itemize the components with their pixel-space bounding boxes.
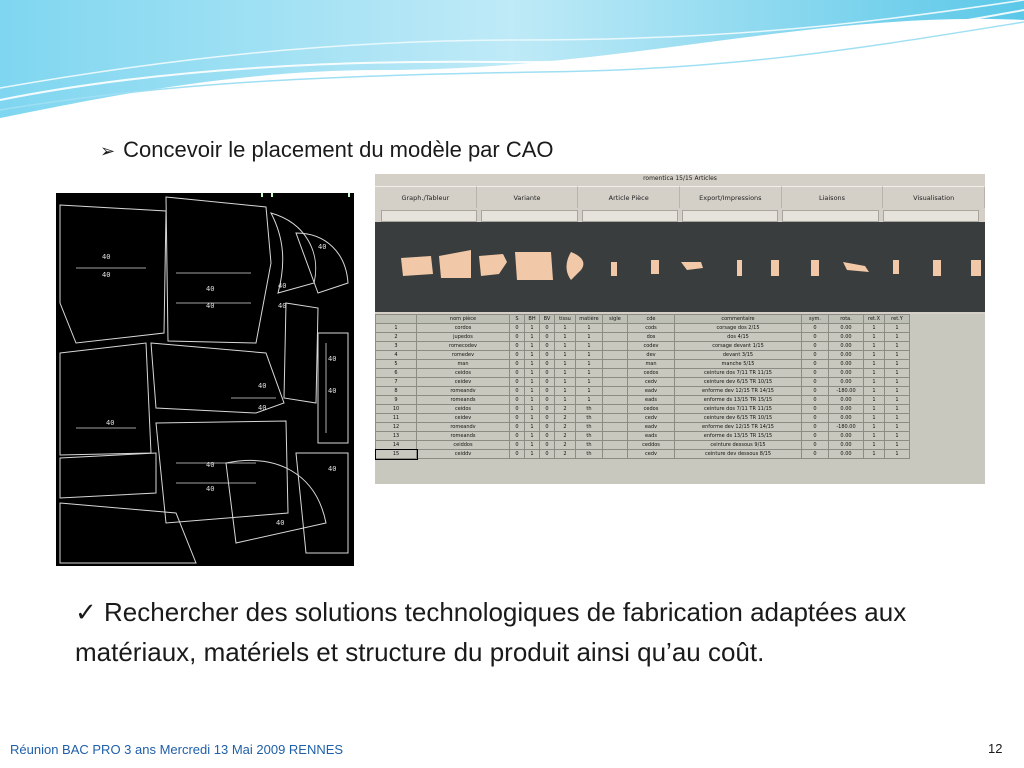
table-row[interactable] xyxy=(376,360,910,369)
table-cell: 1 xyxy=(864,423,885,432)
table-cell: 0 xyxy=(510,450,525,459)
bullet-title-text: Concevoir le placement du modèle par CAO xyxy=(123,137,554,162)
table-cell: 1 xyxy=(555,324,576,333)
table-cell: cordos xyxy=(417,324,510,333)
table-cell: cedos xyxy=(628,405,675,414)
table-cell: codev xyxy=(628,342,675,351)
arrow-bullet-icon: ➢ xyxy=(100,141,116,161)
table-cell: eadv xyxy=(628,423,675,432)
table-cell xyxy=(603,414,628,423)
cad-menu-export-impressions[interactable]: Export/Impressions xyxy=(680,186,782,208)
table-cell: dev xyxy=(628,351,675,360)
table-cell: 1 xyxy=(864,405,885,414)
table-cell: ceidos xyxy=(417,369,510,378)
table-cell: 0 xyxy=(802,369,829,378)
table-cell: 1 xyxy=(555,396,576,405)
table-cell: 2 xyxy=(555,450,576,459)
table-row[interactable] xyxy=(376,342,910,351)
pattern-label: 40 xyxy=(206,485,215,493)
column-header[interactable]: nom pièce xyxy=(417,315,510,324)
table-cell: dos xyxy=(628,333,675,342)
table-cell: 0.00 xyxy=(829,369,864,378)
table-cell: 0 xyxy=(510,441,525,450)
table-cell: 0 xyxy=(540,378,555,387)
table-cell xyxy=(603,360,628,369)
table-cell: 0 xyxy=(510,369,525,378)
table-cell xyxy=(603,441,628,450)
table-cell: 1 xyxy=(525,414,540,423)
table-cell: 7 xyxy=(376,378,417,387)
parts-table xyxy=(375,314,910,459)
table-cell: 1 xyxy=(885,414,910,423)
table-cell: 0 xyxy=(802,405,829,414)
table-cell: 1 xyxy=(576,396,603,405)
column-header[interactable]: tissu xyxy=(555,315,576,324)
table-cell: 0 xyxy=(540,387,555,396)
table-cell: 2 xyxy=(555,405,576,414)
table-cell: dos 4/15 xyxy=(675,333,802,342)
table-cell: 1 xyxy=(864,396,885,405)
table-cell: eads xyxy=(628,396,675,405)
cad-software-screenshot xyxy=(375,174,985,484)
table-row[interactable] xyxy=(376,333,910,342)
cad-toolbar-fields xyxy=(375,210,985,222)
table-cell: 6 xyxy=(376,369,417,378)
table-row[interactable] xyxy=(376,441,910,450)
table-cell: 0.00 xyxy=(829,396,864,405)
table-cell: eads xyxy=(628,432,675,441)
table-cell: 1 xyxy=(525,369,540,378)
slide-footer: Réunion BAC PRO 3 ans Mercredi 13 Mai 2009 RENNES xyxy=(10,742,344,757)
table-cell: 1 xyxy=(576,387,603,396)
table-cell: ceiddv xyxy=(417,450,510,459)
table-cell: 2 xyxy=(555,441,576,450)
table-cell: cedos xyxy=(628,369,675,378)
table-cell: 1 xyxy=(885,387,910,396)
table-cell: 0 xyxy=(540,423,555,432)
table-cell: 0 xyxy=(540,351,555,360)
table-cell: ceidos xyxy=(417,405,510,414)
table-cell: 0 xyxy=(540,396,555,405)
table-cell: 0 xyxy=(540,333,555,342)
table-cell: 0 xyxy=(510,378,525,387)
table-cell: cedv xyxy=(628,414,675,423)
table-cell: manche 5/15 xyxy=(675,360,802,369)
pattern-label: 40 xyxy=(258,404,267,412)
table-cell: 1 xyxy=(864,333,885,342)
column-header[interactable]: cde xyxy=(628,315,675,324)
table-cell: 1 xyxy=(864,450,885,459)
table-cell: 1 xyxy=(885,378,910,387)
table-cell: 1 xyxy=(525,324,540,333)
table-cell: corsage dos 2/15 xyxy=(675,324,802,333)
table-cell: 1 xyxy=(885,324,910,333)
table-cell: th xyxy=(576,423,603,432)
table-cell: -180.00 xyxy=(829,387,864,396)
table-cell xyxy=(603,405,628,414)
table-row[interactable] xyxy=(376,396,910,405)
table-cell: 1 xyxy=(576,351,603,360)
table-cell: devant 3/15 xyxy=(675,351,802,360)
table-cell: romecodev xyxy=(417,342,510,351)
table-cell: 0 xyxy=(510,324,525,333)
table-row[interactable] xyxy=(376,423,910,432)
table-cell: th xyxy=(576,450,603,459)
pattern-label: 40 xyxy=(206,302,215,310)
table-cell: 1 xyxy=(885,450,910,459)
table-cell: 0 xyxy=(540,369,555,378)
table-cell: 0 xyxy=(540,324,555,333)
table-cell: 0.00 xyxy=(829,414,864,423)
table-cell: romedev xyxy=(417,351,510,360)
table-cell: 1 xyxy=(376,324,417,333)
table-cell xyxy=(603,369,628,378)
pattern-label: 40 xyxy=(276,519,285,527)
slide-page-number: 12 xyxy=(988,741,1003,756)
table-cell: jupedos xyxy=(417,333,510,342)
column-header[interactable]: commentaire xyxy=(675,315,802,324)
table-cell: 5 xyxy=(376,360,417,369)
table-cell: 1 xyxy=(885,342,910,351)
table-cell: 0 xyxy=(510,432,525,441)
table-cell: ceidev xyxy=(417,414,510,423)
table-cell: 1 xyxy=(525,360,540,369)
column-header[interactable]: rota. xyxy=(829,315,864,324)
table-cell: cedv xyxy=(628,378,675,387)
table-cell: 0 xyxy=(540,441,555,450)
table-cell: 1 xyxy=(576,378,603,387)
cad-parts-table xyxy=(375,314,985,484)
column-header[interactable]: BV xyxy=(540,315,555,324)
table-cell: 1 xyxy=(525,450,540,459)
table-cell: man xyxy=(628,360,675,369)
table-cell: romeandv xyxy=(417,387,510,396)
table-cell xyxy=(603,396,628,405)
table-cell: cedv xyxy=(628,450,675,459)
table-cell: 11 xyxy=(376,414,417,423)
table-cell: 4 xyxy=(376,351,417,360)
table-header-row xyxy=(376,315,910,324)
table-cell: ceinture dev 6/15 TR 10/15 xyxy=(675,414,802,423)
table-cell xyxy=(603,342,628,351)
table-cell: th xyxy=(576,441,603,450)
table-cell: 1 xyxy=(864,369,885,378)
table-cell: 1 xyxy=(864,387,885,396)
table-cell: ceinture dos 7/11 TR 11/15 xyxy=(675,405,802,414)
table-cell: th xyxy=(576,405,603,414)
table-row[interactable] xyxy=(376,324,910,333)
table-cell: 2 xyxy=(376,333,417,342)
table-cell: 0.00 xyxy=(829,351,864,360)
table-cell: 0.00 xyxy=(829,342,864,351)
table-cell: 8 xyxy=(376,387,417,396)
column-header[interactable]: BH xyxy=(525,315,540,324)
table-cell: 0 xyxy=(510,414,525,423)
table-cell: ceinture dessous 9/15 xyxy=(675,441,802,450)
body-text: Rechercher des solutions technologiques de fabrication adaptées aux matériaux, matériels et structure du produit ainsi qu’au coût. xyxy=(75,597,907,667)
table-cell: 1 xyxy=(864,342,885,351)
checkmark-icon: ✓ xyxy=(75,597,97,627)
table-cell xyxy=(603,432,628,441)
table-row[interactable] xyxy=(376,432,910,441)
pattern-label: 40 xyxy=(328,355,337,363)
table-cell: 1 xyxy=(525,333,540,342)
table-cell: 1 xyxy=(576,333,603,342)
pattern-label: 40 xyxy=(106,419,115,427)
table-cell: 1 xyxy=(555,360,576,369)
table-cell: ceidev xyxy=(417,378,510,387)
table-cell: 0 xyxy=(540,414,555,423)
table-cell: 0 xyxy=(802,378,829,387)
table-cell: 1 xyxy=(864,360,885,369)
table-cell xyxy=(603,324,628,333)
table-cell: 1 xyxy=(885,369,910,378)
table-cell: 0 xyxy=(540,342,555,351)
pattern-label: 40 xyxy=(258,382,267,390)
table-cell: 1 xyxy=(885,405,910,414)
table-cell: 1 xyxy=(555,378,576,387)
table-cell: 0 xyxy=(510,405,525,414)
table-cell: 1 xyxy=(576,360,603,369)
table-cell: enforme dev 12/15 TR 14/15 xyxy=(675,387,802,396)
table-cell: 1 xyxy=(864,432,885,441)
table-cell: 1 xyxy=(885,423,910,432)
table-cell: 1 xyxy=(525,405,540,414)
column-header[interactable]: ret.Y xyxy=(885,315,910,324)
table-cell: ceddos xyxy=(628,441,675,450)
table-cell: 1 xyxy=(525,387,540,396)
pattern-layout-image xyxy=(56,193,354,566)
table-cell: man xyxy=(417,360,510,369)
table-cell: 0.00 xyxy=(829,405,864,414)
table-cell: romeandv xyxy=(417,423,510,432)
table-cell: 1 xyxy=(885,333,910,342)
table-cell: ceiddos xyxy=(417,441,510,450)
pattern-label: 40 xyxy=(328,387,337,395)
pattern-label: 40 xyxy=(206,285,215,293)
table-cell: 1 xyxy=(525,396,540,405)
pattern-label: 40 xyxy=(278,282,287,290)
cad-menu-article-piece[interactable]: Article Pièce xyxy=(578,186,680,208)
table-cell: 1 xyxy=(864,414,885,423)
table-cell: 1 xyxy=(885,396,910,405)
table-cell: 0 xyxy=(802,342,829,351)
column-header[interactable]: S xyxy=(510,315,525,324)
table-cell: 2 xyxy=(555,423,576,432)
table-cell: 1 xyxy=(864,324,885,333)
table-cell: 0 xyxy=(540,432,555,441)
table-cell: 9 xyxy=(376,396,417,405)
table-cell: 1 xyxy=(864,441,885,450)
column-header[interactable]: sym. xyxy=(802,315,829,324)
table-row[interactable] xyxy=(376,414,910,423)
cad-menu-variante[interactable]: Variante xyxy=(477,186,579,208)
table-cell: 0 xyxy=(510,333,525,342)
table-cell: romeands xyxy=(417,396,510,405)
table-cell: 0 xyxy=(802,414,829,423)
table-cell: 0 xyxy=(510,396,525,405)
table-cell: corsage devant 1/15 xyxy=(675,342,802,351)
table-cell: 1 xyxy=(555,387,576,396)
table-cell: 1 xyxy=(576,324,603,333)
table-cell: 0 xyxy=(802,324,829,333)
table-cell: 1 xyxy=(525,423,540,432)
table-cell: 0 xyxy=(510,351,525,360)
table-cell: 1 xyxy=(525,432,540,441)
table-cell: 0.00 xyxy=(829,324,864,333)
table-cell: 1 xyxy=(525,378,540,387)
table-cell: 1 xyxy=(525,441,540,450)
table-cell: 1 xyxy=(555,342,576,351)
table-row[interactable] xyxy=(376,405,910,414)
table-cell: 1 xyxy=(885,360,910,369)
table-cell: 12 xyxy=(376,423,417,432)
table-cell: 0 xyxy=(540,450,555,459)
table-cell: 1 xyxy=(555,369,576,378)
table-cell: 0.00 xyxy=(829,432,864,441)
table-cell: 2 xyxy=(555,432,576,441)
cad-menu-graph-tableur[interactable]: Graph./Tableur xyxy=(375,186,477,208)
table-cell: 3 xyxy=(376,342,417,351)
table-cell xyxy=(603,450,628,459)
table-row[interactable] xyxy=(376,378,910,387)
table-cell: 0 xyxy=(802,441,829,450)
pattern-label: 40 xyxy=(318,243,327,251)
table-cell: cods xyxy=(628,324,675,333)
table-cell: 0 xyxy=(510,360,525,369)
slide-body-text xyxy=(75,592,975,672)
table-cell: -180.00 xyxy=(829,423,864,432)
table-cell: 0 xyxy=(802,432,829,441)
table-cell: 1 xyxy=(864,378,885,387)
table-cell: 1 xyxy=(576,342,603,351)
table-row[interactable] xyxy=(376,387,910,396)
table-cell: 1 xyxy=(885,441,910,450)
table-cell: eadv xyxy=(628,387,675,396)
table-cell: 1 xyxy=(885,351,910,360)
pattern-label: 40 xyxy=(278,302,287,310)
table-cell: 0 xyxy=(802,387,829,396)
table-cell xyxy=(603,423,628,432)
table-cell: romeands xyxy=(417,432,510,441)
table-cell: 0 xyxy=(802,351,829,360)
decorative-wave-header xyxy=(0,0,1024,120)
cad-menu-liaisons[interactable]: Liaisons xyxy=(782,186,884,208)
table-cell: 1 xyxy=(555,351,576,360)
table-row[interactable] xyxy=(376,369,910,378)
table-cell: 1 xyxy=(576,369,603,378)
cad-menu-bar xyxy=(375,186,985,208)
table-cell: 0.00 xyxy=(829,450,864,459)
table-cell: 0 xyxy=(540,360,555,369)
table-row[interactable] xyxy=(376,351,910,360)
pattern-label: 40 xyxy=(102,253,111,261)
table-cell: 14 xyxy=(376,441,417,450)
table-cell: 10 xyxy=(376,405,417,414)
table-cell: 0.00 xyxy=(829,333,864,342)
column-header[interactable]: matière xyxy=(576,315,603,324)
column-header[interactable]: sigle xyxy=(603,315,628,324)
table-cell: 13 xyxy=(376,432,417,441)
table-cell: ceinture dev 6/15 TR 10/15 xyxy=(675,378,802,387)
slide-bullet-title xyxy=(100,137,554,163)
table-cell: 0.00 xyxy=(829,378,864,387)
pattern-label: 40 xyxy=(206,461,215,469)
table-row[interactable] xyxy=(376,450,910,459)
table-cell: 1 xyxy=(525,351,540,360)
cad-window-title: romentica 15/15 Articles xyxy=(375,174,985,184)
table-cell: 1 xyxy=(885,432,910,441)
table-cell xyxy=(603,378,628,387)
table-cell: 0 xyxy=(802,450,829,459)
table-cell: 0.00 xyxy=(829,360,864,369)
table-cell: enforme ds 13/15 TR 15/15 xyxy=(675,432,802,441)
table-cell: 1 xyxy=(525,342,540,351)
table-cell: th xyxy=(576,432,603,441)
table-cell: 2 xyxy=(555,414,576,423)
table-cell: 0.00 xyxy=(829,441,864,450)
table-cell: 0 xyxy=(802,333,829,342)
table-cell xyxy=(603,387,628,396)
table-cell xyxy=(603,333,628,342)
pattern-label: 40 xyxy=(328,465,337,473)
table-cell: 15 xyxy=(376,450,417,459)
table-cell: 0 xyxy=(510,342,525,351)
table-cell: th xyxy=(576,414,603,423)
column-header[interactable] xyxy=(376,315,417,324)
table-cell: ceinture dev dessous 8/15 xyxy=(675,450,802,459)
column-header[interactable]: ret.X xyxy=(864,315,885,324)
table-cell: 1 xyxy=(864,351,885,360)
table-cell: 0 xyxy=(540,405,555,414)
table-cell: ceinture dos 7/11 TR 11/15 xyxy=(675,369,802,378)
cad-menu-visualisation[interactable]: Visualisation xyxy=(883,186,985,208)
cad-pieces-preview xyxy=(375,222,985,312)
table-cell: 1 xyxy=(555,333,576,342)
table-cell: 0 xyxy=(802,396,829,405)
table-cell: 0 xyxy=(510,387,525,396)
table-cell: 0 xyxy=(802,423,829,432)
table-cell xyxy=(603,351,628,360)
table-cell: 0 xyxy=(510,423,525,432)
table-cell: enforme ds 13/15 TR 15/15 xyxy=(675,396,802,405)
pattern-label: 40 xyxy=(102,271,111,279)
table-cell: enforme dev 12/15 TR 14/15 xyxy=(675,423,802,432)
table-cell: 0 xyxy=(802,360,829,369)
